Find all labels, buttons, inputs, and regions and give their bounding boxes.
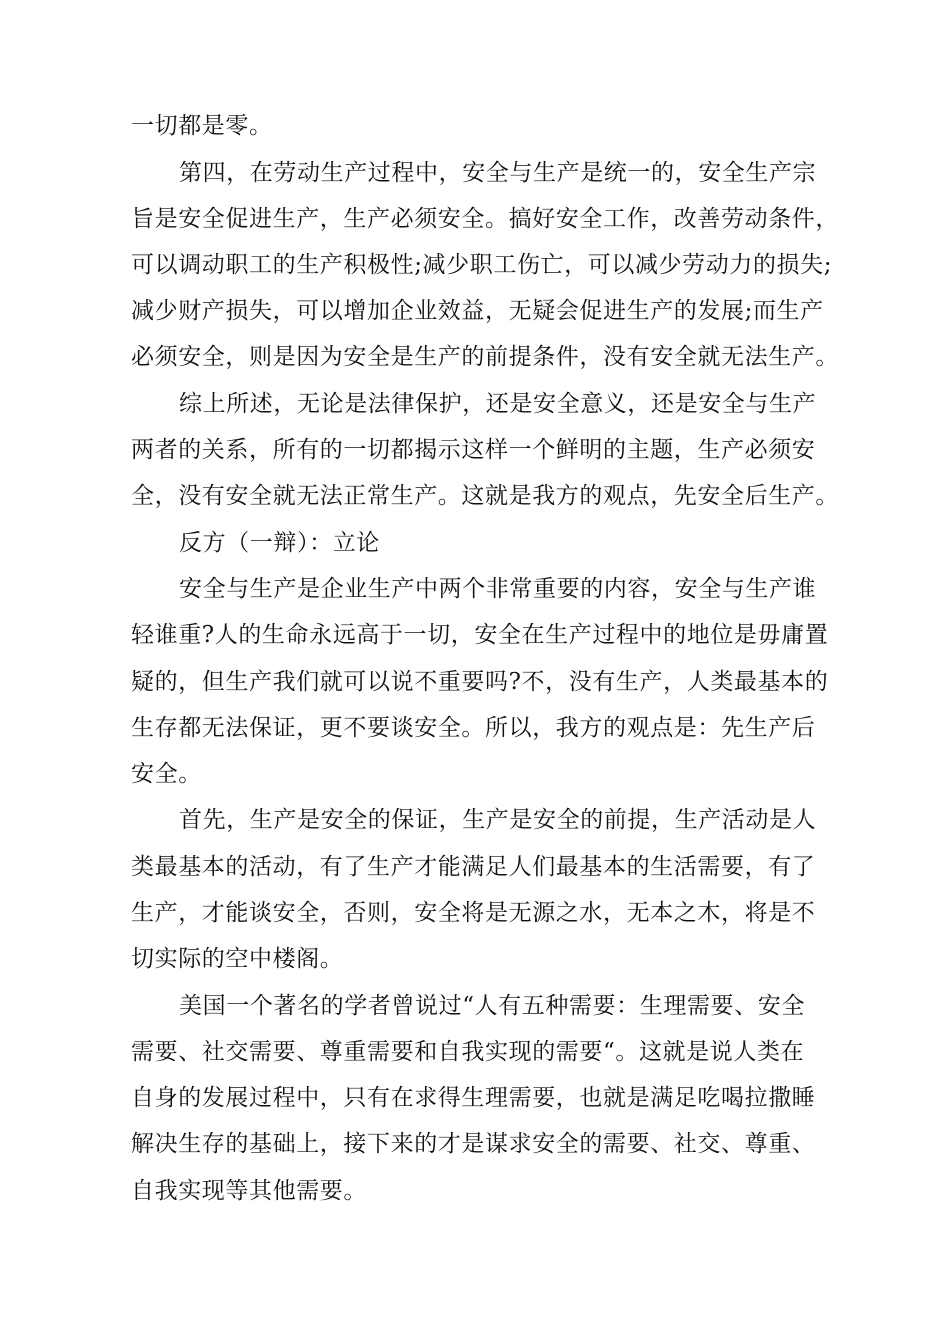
text-line: 轻谁重?人的生命永远高于一切，安全在生产过程中的地位是毋庸置	[131, 622, 829, 648]
text-line: 一切都是零。	[131, 113, 273, 139]
text-line: 生存都无法保证，更不要谈安全。所以，我方的观点是：先生产后	[131, 715, 816, 741]
text-line: 解决生存的基础上，接下来的才是谋求安全的需要、社交、尊重、	[131, 1131, 816, 1157]
text-line: 可以调动职工的生产积极性;减少职工伤亡，可以减少劳动力的损失;	[131, 252, 833, 278]
text-line: 必须安全，则是因为安全是生产的前提条件，没有安全就无法生产。	[131, 344, 839, 370]
paragraph-start-line: 第四，在劳动生产过程中，安全与生产是统一的，安全生产宗	[179, 160, 817, 186]
text-line: 自我实现等其他需要。	[131, 1178, 367, 1204]
paragraph-start-line: 美国一个著名的学者曾说过“人有五种需要：生理需要、安全	[179, 993, 805, 1019]
text-line: 全，没有安全就无法正常生产。这就是我方的观点，先安全后生产。	[131, 483, 839, 509]
section-heading: 反方（一辩）：立论	[179, 530, 380, 556]
text-line: 安全。	[131, 761, 202, 787]
paragraph-start-line: 安全与生产是企业生产中两个非常重要的内容，安全与生产谁	[179, 576, 817, 602]
text-line: 类最基本的活动，有了生产才能满足人们最基本的生活需要，有了	[131, 854, 816, 880]
text-line: 减少财产损失，可以增加企业效益，无疑会促进生产的发展;而生产	[131, 298, 824, 324]
text-line: 切实际的空中楼阁。	[131, 946, 344, 972]
text-line: 自身的发展过程中，只有在求得生理需要，也就是满足吃喝拉撒睡	[131, 1085, 816, 1111]
text-line: 旨是安全促进生产，生产必须安全。搞好安全工作，改善劳动条件，	[131, 206, 839, 232]
text-line: 两者的关系，所有的一切都揭示这样一个鲜明的主题，生产必须安	[131, 437, 816, 463]
text-line: 需要、社交需要、尊重需要和自我实现的需要“。这就是说人类在	[131, 1039, 805, 1065]
paragraph-start-line: 首先，生产是安全的保证，生产是安全的前提，生产活动是人	[179, 807, 817, 833]
paragraph-start-line: 综上所述，无论是法律保护，还是安全意义，还是安全与生产	[179, 391, 817, 417]
text-line: 疑的，但生产我们就可以说不重要吗?不，没有生产，人类最基本的	[131, 669, 829, 695]
text-line: 生产，才能谈安全，否则，安全将是无源之水，无本之木，将是不	[131, 900, 816, 926]
